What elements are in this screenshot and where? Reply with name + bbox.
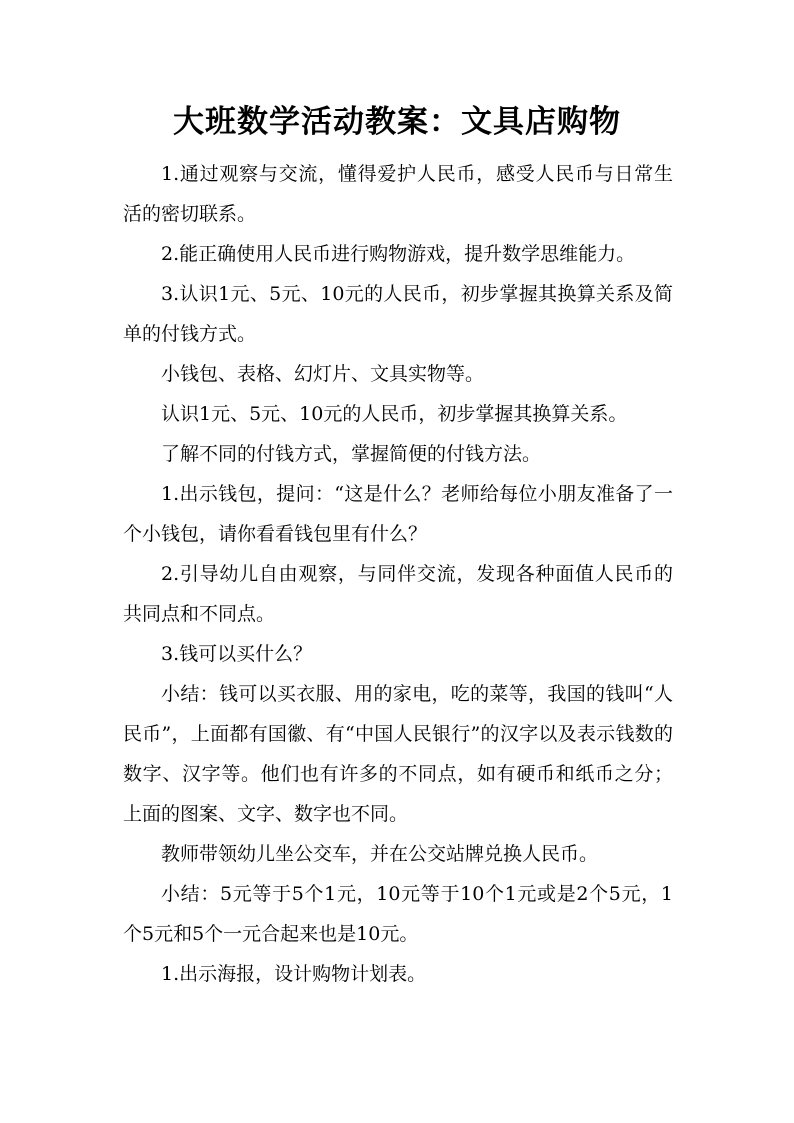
paragraph-step-1: 1.出示钱包，提问：“这是什么？老师给每位小朋友准备了一个小钱包，请你看看钱包里有什么？: [123, 483, 673, 545]
paragraph-step-3: 3.钱可以买什么？: [161, 643, 313, 665]
paragraph-summary-2: 小结：5元等于5个1元，10元等于10个1元或是2个5元，1个5元和5个一元合起来也是10元。: [123, 883, 673, 945]
paragraph-bus-activity: 教师带领幼儿坐公交车，并在公交站牌兑换人民币。: [161, 843, 599, 865]
paragraph-step-2: 2.引导幼儿自由观察，与同伴交流，发现各种面值人民币的共同点和不同点。: [123, 563, 673, 625]
paragraph-poster: 1.出示海报，设计购物计划表。: [161, 963, 427, 985]
paragraph-objective-1: 1.通过观察与交流，懂得爱护人民币，感受人民币与日常生活的密切联系。: [123, 163, 673, 225]
page-title: 大班数学活动教案：文具店购物: [173, 104, 621, 140]
paragraph-difficulty: 了解不同的付钱方式，掌握简便的付钱方法。: [161, 443, 542, 465]
paragraph-summary-1: 小结：钱可以买衣服、用的家电，吃的菜等，我国的钱叫“人民币”，上面都有国徽、有“中国人民银行”的汉字以及表示钱数的数字、汉字等。他们也有许多的不同点，如有硬币和纸币之分；上面的图案、文字、数字也不同。: [123, 683, 673, 825]
paragraph-objective-2: 2.能正确使用人民币进行购物游戏，提升数学思维能力。: [161, 243, 636, 265]
paragraph-objective-3: 3.认识1元、5元、10元的人民币，初步掌握其换算关系及简单的付钱方式。: [123, 283, 673, 345]
paragraph-materials: 小钱包、表格、幻灯片、文具实物等。: [161, 363, 485, 385]
document-body: [123, 154, 673, 994]
paragraph-key-point: 认识1元、5元、10元的人民币，初步掌握其换算关系。: [161, 403, 628, 425]
